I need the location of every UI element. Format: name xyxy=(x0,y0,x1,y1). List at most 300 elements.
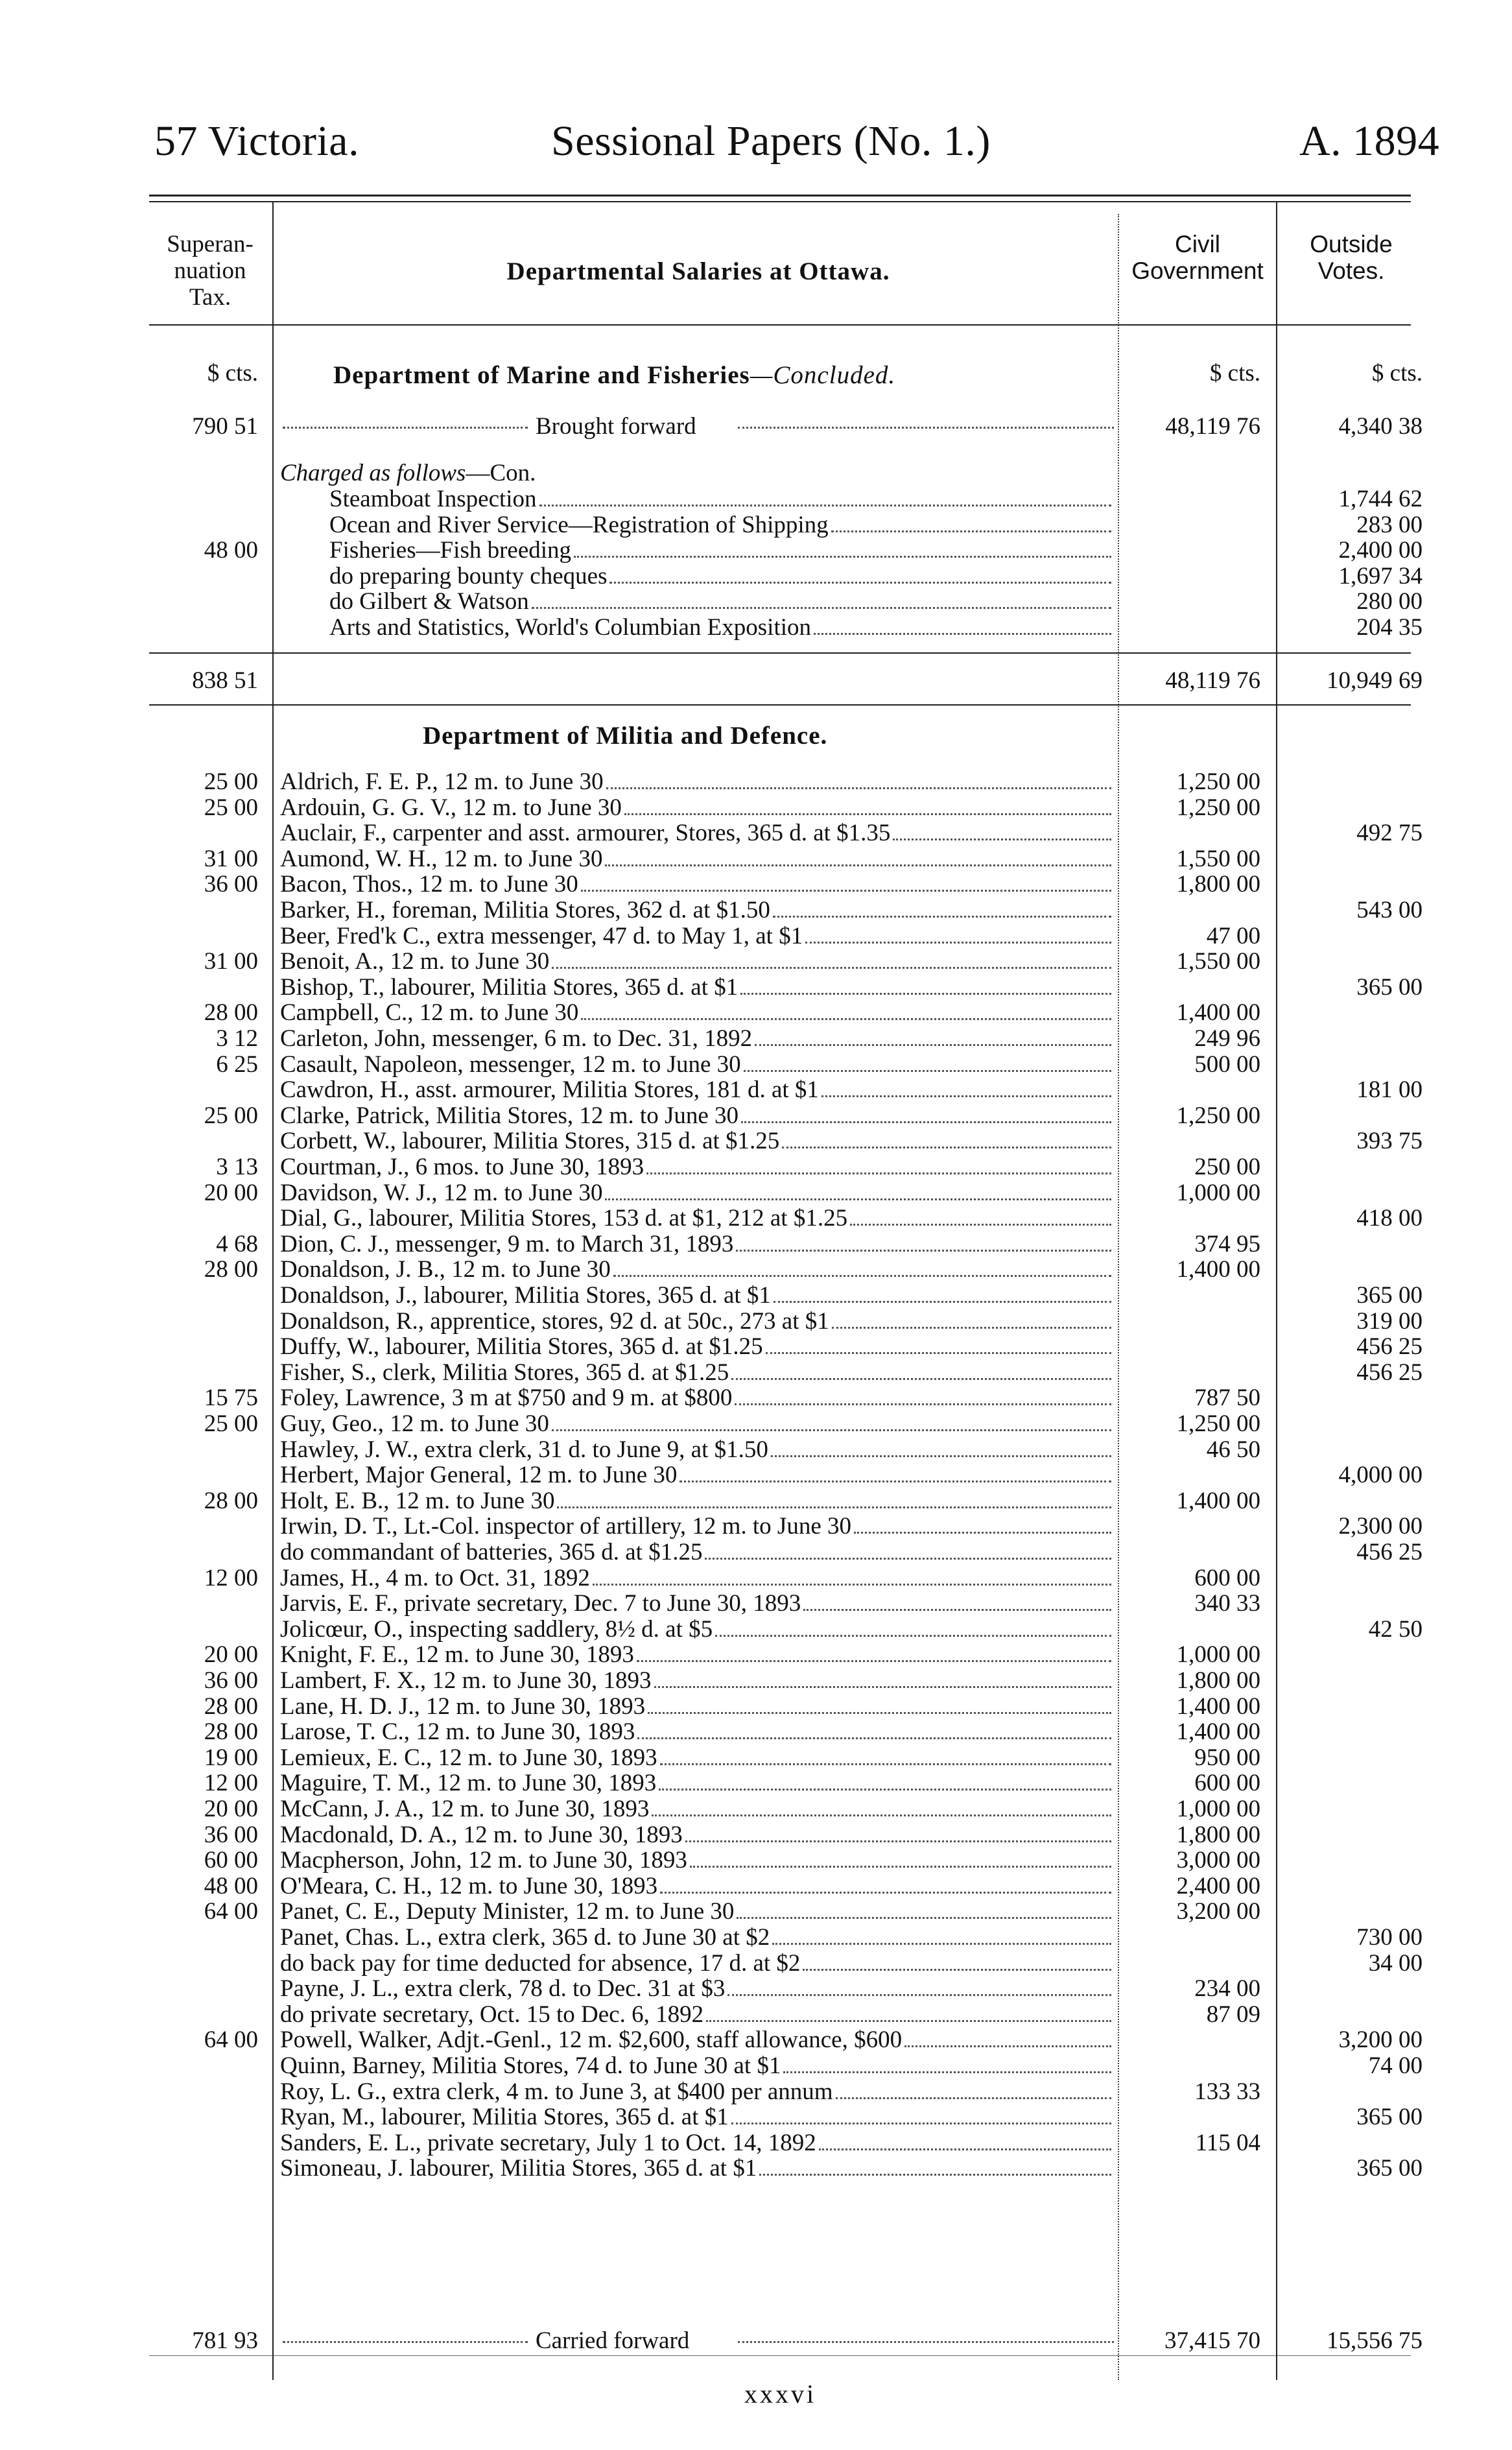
leader-dots xyxy=(652,1814,1111,1816)
outside-cell: 456 25 xyxy=(1356,1333,1423,1361)
leader-dots xyxy=(552,1429,1111,1431)
brought-forward-label: Brought forward xyxy=(536,413,696,440)
table-row xyxy=(0,1668,1512,1694)
entry-text: Courtman, J., 6 mos. to June 30, 1893 xyxy=(280,1154,644,1180)
leader-dots xyxy=(557,1506,1111,1508)
civil-units: $ cts. xyxy=(1209,360,1260,387)
table-row xyxy=(0,1283,1512,1309)
entry-description xyxy=(280,2104,1114,2130)
leader-dots xyxy=(609,582,1111,584)
outside-units: $ cts. xyxy=(1371,360,1423,387)
leader-dots xyxy=(766,1352,1111,1354)
leader-dots xyxy=(735,1403,1111,1405)
marine-concluded: —Concluded. xyxy=(750,361,896,389)
entry-text: Roy, L. G., extra clerk, 4 m. to June 3, at $400 per annum xyxy=(280,2078,833,2105)
table-row xyxy=(0,1951,1512,1977)
entry-description xyxy=(329,564,1114,589)
entry-text: Arts and Statistics, World's Columbian Exposition xyxy=(329,614,811,641)
entry-text: Casault, Napoleon, messenger, 12 m. to June 30 xyxy=(280,1051,741,1078)
entry-description xyxy=(280,1437,1114,1463)
civil-cell: 1,250 00 xyxy=(1176,1410,1260,1437)
tax-cell: 19 00 xyxy=(204,1744,258,1771)
tax-cell: 28 00 xyxy=(204,1693,258,1720)
entry-text: Dial, G., labourer, Militia Stores, 153 d. at $1, 212 at $1.25 xyxy=(280,1206,848,1232)
table-row xyxy=(0,1026,1512,1052)
civil-cell: 48,119 76 xyxy=(1165,413,1260,440)
civil-cell: 3,200 00 xyxy=(1176,1898,1260,1925)
outside-cell: 543 00 xyxy=(1356,897,1423,923)
entry-text: Donaldson, J., labourer, Militia Stores, 365 d. at $1 xyxy=(280,1283,771,1309)
civil-cell: 1,400 00 xyxy=(1176,999,1260,1027)
entry-description xyxy=(280,1976,1114,2002)
civil-cell: 2,400 00 xyxy=(1176,1872,1260,1899)
table-row xyxy=(0,1796,1512,1822)
entry-description xyxy=(280,1951,1114,1977)
table-row xyxy=(0,589,1512,615)
tax-cell: 12 00 xyxy=(204,1770,258,1797)
entry-description xyxy=(329,486,1114,512)
table-row xyxy=(0,1565,1512,1591)
table-row xyxy=(0,1257,1512,1283)
tax-cell: 64 00 xyxy=(204,1898,258,1925)
entry-description xyxy=(280,975,1114,1001)
outside-cell: 365 00 xyxy=(1356,973,1423,1001)
table-title: Departmental Salaries at Ottawa. xyxy=(506,257,890,285)
leader-dots xyxy=(736,1250,1111,1252)
entry-text: Knight, F. E., 12 m. to June 30, 1893 xyxy=(280,1642,634,1669)
leader-dots xyxy=(831,530,1111,532)
militia-section-title: Department of Militia and Defence. xyxy=(423,722,828,750)
table-row xyxy=(0,1052,1512,1078)
leader-dots xyxy=(836,2097,1111,2099)
tax-column-heading: Superan- nuation Tax. xyxy=(167,231,254,311)
leader-dots xyxy=(805,942,1111,944)
table-row xyxy=(0,1309,1512,1335)
entry-description xyxy=(280,1103,1114,1129)
outside-cell: 365 00 xyxy=(1356,1282,1423,1309)
civil-cell: 1,400 00 xyxy=(1176,1693,1260,1720)
leader-dots xyxy=(803,1609,1111,1611)
table-row xyxy=(0,615,1512,641)
entry-description xyxy=(280,1180,1114,1206)
entry-description xyxy=(280,1642,1114,1668)
table-row xyxy=(0,1873,1512,1899)
civil-cell: 1,400 00 xyxy=(1176,1487,1260,1514)
outside-cell: 365 00 xyxy=(1356,2155,1423,2182)
tax-cell: 4 68 xyxy=(216,1230,258,1257)
outside-cell: 204 35 xyxy=(1356,613,1423,641)
entry-description xyxy=(329,589,1114,615)
leader-dots xyxy=(731,2123,1111,2124)
civil-cell: 46 50 xyxy=(1206,1436,1260,1463)
civil-cell: 950 00 xyxy=(1194,1744,1260,1771)
table-row xyxy=(0,1745,1512,1771)
tax-cell: 15 75 xyxy=(204,1385,258,1412)
leader-dots xyxy=(646,1172,1111,1174)
leader-dots xyxy=(532,607,1111,609)
table-row xyxy=(0,898,1512,923)
entry-description xyxy=(280,1154,1114,1180)
entry-text: do preparing bounty cheques xyxy=(329,563,608,589)
civil-cell: 374 95 xyxy=(1194,1230,1260,1257)
entry-text: Panet, C. E., Deputy Minister, 12 m. to June 30 xyxy=(280,1899,735,1925)
outside-cell: 365 00 xyxy=(1356,2104,1423,2131)
leader-dots xyxy=(814,633,1111,635)
entry-description xyxy=(280,1309,1114,1335)
leader-dots xyxy=(774,1301,1111,1303)
entry-description xyxy=(280,1360,1114,1386)
subtotal-rule-bottom xyxy=(149,704,1411,706)
entry-description xyxy=(280,846,1114,872)
entry-text: Lane, H. D. J., 12 m. to June 30, 1893 xyxy=(280,1693,646,1720)
tax-cell: 25 00 xyxy=(204,1410,258,1437)
table-row xyxy=(0,1770,1512,1796)
charged-as-follows xyxy=(280,460,536,486)
table-row xyxy=(0,1154,1512,1180)
carried-forward-label: Carried forward xyxy=(536,2327,690,2354)
entry-description xyxy=(280,2053,1114,2079)
civil-cell: 3,000 00 xyxy=(1176,1847,1260,1874)
top-rule-thin xyxy=(149,201,1411,202)
entry-description xyxy=(280,2002,1114,2028)
table-row xyxy=(0,512,1512,538)
civil-cell: 37,415 70 xyxy=(1164,2327,1260,2354)
tax-cell: 25 00 xyxy=(204,768,258,795)
entry-text: Campbell, C., 12 m. to June 30 xyxy=(280,1000,579,1027)
leader-dots xyxy=(741,1121,1111,1123)
entry-description xyxy=(280,2027,1114,2053)
table-row xyxy=(0,1206,1512,1231)
outside-cell: 456 25 xyxy=(1356,1359,1423,1386)
leader-dots xyxy=(854,1532,1111,1534)
entry-text: Beer, Fred'k C., extra messenger, 47 d. to May 1, at $1 xyxy=(280,923,803,949)
entry-description xyxy=(280,1565,1114,1591)
entry-text: James, H., 4 m. to Oct. 31, 1892 xyxy=(280,1565,590,1591)
entry-description xyxy=(280,1873,1114,1899)
entry-description xyxy=(280,1925,1114,1951)
leader-dots xyxy=(581,890,1111,892)
entry-text: Sanders, E. L., private secretary, July 1 to Oct. 14, 1892 xyxy=(280,2130,816,2156)
civil-cell: 1,550 00 xyxy=(1176,845,1260,872)
entry-description xyxy=(280,923,1114,949)
entry-description xyxy=(280,872,1114,898)
leader-dots xyxy=(581,1018,1111,1020)
entry-text: Holt, E. B., 12 m. to June 30 xyxy=(280,1488,555,1514)
tax-cell: 3 12 xyxy=(216,1025,258,1052)
tax-cell: 36 00 xyxy=(204,1667,258,1694)
leader xyxy=(283,427,528,429)
table-row xyxy=(0,1103,1512,1129)
table-row xyxy=(0,975,1512,1001)
entry-text: Aldrich, F. E. P., 12 m. to June 30 xyxy=(280,769,604,795)
entry-text: McCann, J. A., 12 m. to June 30, 1893 xyxy=(280,1796,650,1822)
entry-text: Benoit, A., 12 m. to June 30 xyxy=(280,949,550,975)
outside-cell: 280 00 xyxy=(1356,588,1423,615)
outside-cell: 15,556 75 xyxy=(1327,2327,1423,2354)
entry-description xyxy=(280,1770,1114,1796)
table-row xyxy=(0,2104,1512,2130)
entry-text: Bacon, Thos., 12 m. to June 30 xyxy=(280,872,578,898)
leader-dots xyxy=(574,556,1111,558)
entry-text: Donaldson, R., apprentice, stores, 92 d. at 50c., 273 at $1 xyxy=(280,1308,829,1335)
table-row xyxy=(0,1642,1512,1668)
entry-description xyxy=(280,1231,1114,1257)
table-row xyxy=(0,1000,1512,1026)
header-left: 57 Victoria. xyxy=(154,117,360,165)
entry-description xyxy=(280,1694,1114,1720)
outside-cell: 4,340 38 xyxy=(1338,413,1423,440)
leader-dots xyxy=(771,1455,1111,1457)
entry-text: Auclair, F., carpenter and asst. armourer, Stores, 365 d. at $1.35 xyxy=(280,820,891,847)
leader-dots xyxy=(783,2071,1111,2073)
table-row xyxy=(0,2130,1512,2156)
table-row xyxy=(0,1385,1512,1411)
leader-dots xyxy=(660,1892,1111,1894)
civil-cell: 1,550 00 xyxy=(1176,948,1260,975)
entry-text: do back pay for time deducted for absence, 17 d. at $2 xyxy=(280,1950,801,1977)
entry-text: Steamboat Inspection xyxy=(329,486,537,512)
entry-description xyxy=(280,1796,1114,1822)
tax-cell: 36 00 xyxy=(204,1821,258,1848)
marine-section-title xyxy=(333,361,895,390)
tax-cell: 25 00 xyxy=(204,1102,258,1129)
leader xyxy=(283,2341,528,2343)
leader-dots xyxy=(803,1969,1111,1971)
entry-text: Panet, Chas. L., extra clerk, 365 d. to June 30 at $2 xyxy=(280,1925,770,1951)
entry-description xyxy=(280,1385,1114,1411)
table-row xyxy=(0,1822,1512,1848)
tax-cell: 12 00 xyxy=(204,1564,258,1591)
carried-forward-row xyxy=(0,2328,1512,2354)
table-row xyxy=(0,2079,1512,2105)
entry-text: Lemieux, E. C., 12 m. to June 30, 1893 xyxy=(280,1744,657,1771)
table-row xyxy=(0,872,1512,898)
leader-dots xyxy=(832,1327,1111,1329)
leader-dots xyxy=(773,916,1111,918)
leader-dots xyxy=(654,1686,1111,1688)
entry-text: Herbert, Major General, 12 m. to June 30 xyxy=(280,1462,678,1489)
entry-text: Maguire, T. M., 12 m. to June 30, 1893 xyxy=(280,1770,657,1797)
table-row xyxy=(0,795,1512,821)
entry-text: Powell, Walker, Adjt.-Genl., 12 m. $2,600, staff allowance, $600 xyxy=(280,2027,903,2054)
entry-text: Ocean and River Service—Registration of Shipping xyxy=(329,512,829,538)
entry-text: Larose, T. C., 12 m. to June 30, 1893 xyxy=(280,1719,635,1746)
civil-cell: 600 00 xyxy=(1194,1564,1260,1591)
leader-dots xyxy=(539,505,1111,506)
header-center: Sessional Papers (No. 1.) xyxy=(551,117,991,165)
civil-cell: 1,250 00 xyxy=(1176,794,1260,821)
subtotal-rule xyxy=(149,652,1411,654)
table-row xyxy=(0,923,1512,949)
entry-description xyxy=(280,1411,1114,1437)
outside-total: 10,949 69 xyxy=(1327,667,1423,694)
entry-text: Bishop, T., labourer, Militia Stores, 365 d. at $1 xyxy=(280,974,738,1001)
entry-text: Simoneau, J. labourer, Militia Stores, 365 d. at $1 xyxy=(280,2156,757,2182)
leader-dots xyxy=(660,1763,1111,1765)
tax-cell: 20 00 xyxy=(204,1796,258,1822)
leader-dots xyxy=(744,1070,1111,1072)
leader-dots xyxy=(772,1943,1111,1945)
civil-cell: 1,400 00 xyxy=(1176,1256,1260,1283)
leader-dots xyxy=(685,1840,1111,1842)
table-row xyxy=(0,2002,1512,2028)
outside-cell: 42 50 xyxy=(1368,1615,1423,1643)
header-right: A. 1894 xyxy=(1299,117,1440,165)
entry-description xyxy=(329,512,1114,538)
entry-description xyxy=(280,1668,1114,1694)
tax-cell: 25 00 xyxy=(204,794,258,821)
entry-description xyxy=(280,898,1114,923)
table-row xyxy=(0,1591,1512,1617)
entry-description xyxy=(280,1026,1114,1052)
entry-description xyxy=(280,1334,1114,1360)
entry-description xyxy=(280,1077,1114,1103)
table-row xyxy=(0,769,1512,795)
table-row xyxy=(0,538,1512,564)
civil-cell: 340 33 xyxy=(1194,1590,1260,1617)
civil-cell: 250 00 xyxy=(1194,1154,1260,1180)
table-row xyxy=(0,1180,1512,1206)
leader-dots xyxy=(637,1737,1111,1739)
leader-dots xyxy=(821,1095,1111,1097)
tax-cell: 60 00 xyxy=(204,1847,258,1874)
civil-cell: 1,800 00 xyxy=(1176,1667,1260,1694)
entry-description xyxy=(280,1514,1114,1540)
civil-cell: 1,000 00 xyxy=(1176,1641,1260,1669)
brought-forward-row xyxy=(0,414,1512,440)
table-row xyxy=(0,1360,1512,1386)
entry-description xyxy=(280,1283,1114,1309)
entry-description xyxy=(280,1488,1114,1514)
entry-description xyxy=(280,1848,1114,1873)
table-row xyxy=(0,2053,1512,2079)
leader-dots xyxy=(904,2045,1111,2047)
entry-description xyxy=(280,1206,1114,1231)
entry-text: Lambert, F. X., 12 m. to June 30, 1893 xyxy=(280,1668,652,1694)
entry-text: O'Meara, C. H., 12 m. to June 30, 1893 xyxy=(280,1873,658,1899)
civil-cell: 249 96 xyxy=(1194,1025,1260,1052)
leader-dots xyxy=(706,2020,1111,2022)
table-row xyxy=(0,486,1512,512)
entry-text: Corbett, W., labourer, Militia Stores, 315 d. at $1.25 xyxy=(280,1128,780,1155)
page-folio: xxxvi xyxy=(744,2379,817,2408)
leader-dots xyxy=(690,1866,1111,1868)
table-row xyxy=(0,564,1512,589)
outside-cell: 283 00 xyxy=(1356,511,1423,538)
leader-dots xyxy=(613,1275,1111,1277)
outside-cell: 74 00 xyxy=(1368,2052,1423,2079)
entry-description xyxy=(280,2130,1114,2156)
entry-text: Fisher, S., clerk, Militia Stores, 365 d. at $1.25 xyxy=(280,1359,729,1386)
tax-cell: 28 00 xyxy=(204,1487,258,1514)
entry-description xyxy=(280,1128,1114,1154)
entry-text: Barker, H., foreman, Militia Stores, 362 d. at $1.50 xyxy=(280,898,770,923)
outside-cell: 4,000 00 xyxy=(1338,1462,1423,1489)
outside-column-heading: Outside Votes. xyxy=(1310,231,1393,284)
tax-cell: 6 25 xyxy=(216,1051,258,1078)
entry-text: Foley, Lawrence, 3 m at $750 and 9 m. at $800 xyxy=(280,1385,733,1412)
marine-title-text: Department of Marine and Fisheries xyxy=(333,361,750,389)
leader-dots xyxy=(782,1147,1111,1148)
tax-cell: 48 00 xyxy=(204,1872,258,1899)
leader-dots xyxy=(893,838,1111,840)
entry-text: Macpherson, John, 12 m. to June 30, 1893 xyxy=(280,1848,687,1874)
leader-dots xyxy=(740,993,1111,995)
civil-column-heading: Civil Government xyxy=(1131,231,1264,284)
table-row xyxy=(0,846,1512,872)
column-head-rule xyxy=(149,324,1411,326)
table-row xyxy=(0,1128,1512,1154)
marine-totals-row xyxy=(0,668,1512,694)
outside-cell: 418 00 xyxy=(1356,1205,1423,1232)
entry-text: Aumond, W. H., 12 m. to June 30 xyxy=(280,846,603,872)
table-row xyxy=(0,1976,1512,2002)
charged-label: Charged as follows xyxy=(280,460,466,486)
leader-dots xyxy=(659,1789,1111,1790)
table-row xyxy=(0,820,1512,846)
entry-text: Fisheries—Fish breeding xyxy=(329,538,572,564)
entry-description xyxy=(280,1617,1114,1643)
entry-text: Donaldson, J. B., 12 m. to June 30 xyxy=(280,1257,611,1283)
table-row xyxy=(0,1540,1512,1565)
civil-cell: 787 50 xyxy=(1194,1385,1260,1412)
charged-suffix: —Con. xyxy=(466,460,536,486)
civil-cell: 1,250 00 xyxy=(1176,768,1260,795)
civil-cell: 87 09 xyxy=(1206,2001,1260,2028)
table-row xyxy=(0,1925,1512,1951)
civil-cell: 1,000 00 xyxy=(1176,1179,1260,1206)
tax-cell: 781 93 xyxy=(192,2327,258,2354)
outside-cell: 2,300 00 xyxy=(1338,1513,1423,1540)
entry-description xyxy=(280,1462,1114,1488)
table-row xyxy=(0,1617,1512,1643)
table-row xyxy=(0,2027,1512,2053)
civil-cell: 1,400 00 xyxy=(1176,1719,1260,1746)
table-row xyxy=(0,1488,1512,1514)
civil-cell: 115 04 xyxy=(1195,2129,1260,2156)
entry-text: Carleton, John, messenger, 6 m. to Dec. 31, 1892 xyxy=(280,1026,753,1052)
entry-description xyxy=(280,1257,1114,1283)
leader-dots xyxy=(737,1917,1111,1919)
entry-description xyxy=(280,1899,1114,1925)
table-row xyxy=(0,949,1512,975)
leader-dots xyxy=(850,1224,1111,1226)
entry-text: Quinn, Barney, Militia Stores, 74 d. to June 30 at $1 xyxy=(280,2053,781,2079)
outside-cell: 1,744 62 xyxy=(1338,486,1423,512)
entry-text: Guy, Geo., 12 m. to June 30 xyxy=(280,1411,549,1437)
tax-cell: 36 00 xyxy=(204,871,258,898)
table-row xyxy=(0,1514,1512,1540)
entry-text: Irwin, D. T., Lt.-Col. inspector of artillery, 12 m. to June 30 xyxy=(280,1514,851,1540)
outside-cell: 492 75 xyxy=(1356,820,1423,847)
entry-description xyxy=(280,1591,1114,1617)
civil-cell: 1,000 00 xyxy=(1176,1796,1260,1822)
entry-description xyxy=(280,1745,1114,1771)
outside-cell: 34 00 xyxy=(1368,1949,1423,1977)
entry-text: Davidson, W. J., 12 m. to June 30 xyxy=(280,1180,603,1206)
table-row xyxy=(0,2156,1512,2182)
leader-dots xyxy=(648,1712,1111,1714)
entry-description xyxy=(280,1540,1114,1565)
leader-dots xyxy=(715,1635,1111,1637)
tax-cell: 20 00 xyxy=(204,1641,258,1669)
leader-dots xyxy=(605,1198,1111,1200)
entry-description xyxy=(280,1000,1114,1026)
entry-description xyxy=(280,949,1114,975)
entry-description xyxy=(280,1052,1114,1078)
table-row xyxy=(0,1899,1512,1925)
tax-cell: 3 13 xyxy=(216,1154,258,1180)
